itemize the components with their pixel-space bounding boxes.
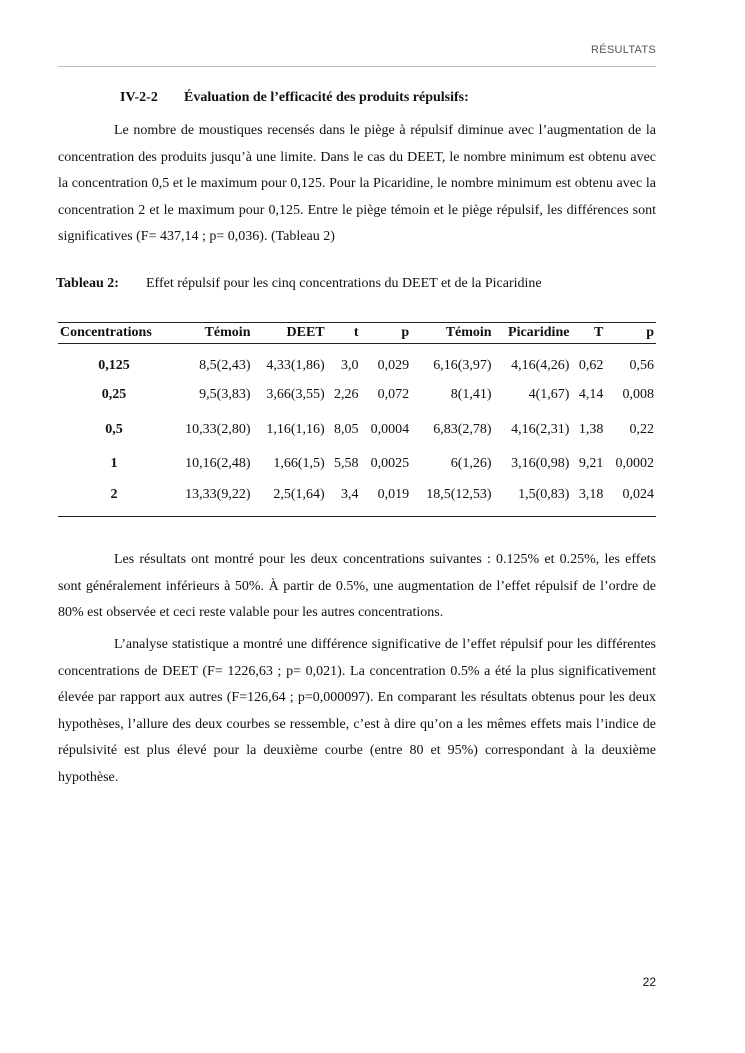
cell-picaridine: 4(1,67) <box>528 387 570 403</box>
table-row <box>58 378 656 413</box>
table-row <box>58 344 656 379</box>
col-header-temoin-picaridine: Témoin <box>411 323 493 344</box>
running-header: RÉSULTATS <box>590 44 656 56</box>
cell-t-deet: 3,4 <box>327 482 361 517</box>
paragraph-3: L’analyse statistique a montré une différence significative de l’effet répulsif pour les différentes concentrations de DEET (F= 1226,63 ; p= 0,021). La concentration 0.5% a été la plus significativement élevée par rapport aux autres (F=126,64 ; p=0,000097). En comparant les résultats obtenus pour les deux hypothèses, l’allure des deux courbes se ressemble, c’est à dire qu’on a les mêmes effets mais l’indice de répulsivité est plus élevé pour la deuxième courbe (entre 80 et 95%) correspondant à la deuxième hypothèse. <box>58 637 656 785</box>
table-row <box>58 413 656 448</box>
col-header-picaridine: Picaridine <box>494 323 572 344</box>
cell-concentration: 2 <box>58 482 170 517</box>
cell-picaridine: 1,5(0,83) <box>494 482 572 517</box>
page-header <box>58 44 656 67</box>
col-header-t-picaridine: T <box>571 323 605 344</box>
cell-p-picaridine: 0,024 <box>605 482 656 517</box>
cell-deet: 1,16(1,16) <box>266 421 325 437</box>
table-caption-label: Tableau 2: <box>56 276 119 291</box>
cell-t-picaridine: 9,21 <box>578 456 604 472</box>
cell-deet: 4,33(1,86) <box>266 358 325 373</box>
cell-t-deet: 3,0 <box>341 358 359 373</box>
cell-temoin-deet: 10,16(2,48) <box>185 456 251 472</box>
cell-p-deet: 0,0025 <box>370 456 410 472</box>
cell-temoin-deet: 9,5(3,83) <box>199 387 251 403</box>
section-heading <box>120 90 469 106</box>
paragraph-2: Les résultats ont montré pour les deux concentrations suivantes : 0.125% et 0.25%, les effets sont généralement inférieurs à 50%. À partir de 0.5%, une augmentation de l’effet répulsif de l’ordre de 80% est observée et ceci reste valable pour les autres concentrations. <box>58 552 656 620</box>
cell-t-picaridine: 1,38 <box>578 421 604 437</box>
table-row <box>58 447 656 482</box>
col-header-deet: DEET <box>252 323 326 344</box>
page-number: 22 <box>642 975 656 989</box>
cell-deet: 2,5(1,64) <box>252 482 326 517</box>
cell-t-deet: 5,58 <box>334 456 359 472</box>
col-header-t-deet: t <box>327 323 361 344</box>
cell-deet: 1,66(1,5) <box>273 456 325 472</box>
cell-temoin-picaridine: 8(1,41) <box>450 387 492 403</box>
table-row <box>58 482 656 517</box>
cell-concentration: 0,125 <box>98 358 130 373</box>
cell-temoin-picaridine: 6,16(3,97) <box>433 358 492 373</box>
cell-temoin-deet: 8,5(2,43) <box>199 358 251 373</box>
paragraph-1: Le nombre de moustiques recensés dans le piège à répulsif diminue avec l’augmentation de la concentration des produits jusqu’à une limite. Dans le cas du DEET, le nombre minimum est obtenu avec la concentration 0,5 et le maximum pour 0,125. Pour la Picaridine, le nombre minimum est obtenu avec la concentration 2 et le maximum pour 0,125. Entre le piège témoin et le piège répulsif, les différences sont significatives (F= 437,14 ; p= 0,036). (Tableau 2) <box>58 123 656 244</box>
cell-p-picaridine: 0,22 <box>629 421 654 437</box>
col-header-p-deet: p <box>361 323 412 344</box>
col-header-temoin-deet: Témoin <box>170 323 252 344</box>
section-title: Évaluation de l’efficacité des produits répulsifs: <box>184 90 469 105</box>
cell-p-picaridine: 0,0002 <box>615 456 654 472</box>
cell-t-picaridine: 0,62 <box>578 358 604 373</box>
col-header-p-picaridine: p <box>605 323 656 344</box>
section-number: IV-2-2 <box>120 90 158 105</box>
table-caption <box>56 276 542 292</box>
cell-t-deet: 2,26 <box>334 387 359 403</box>
cell-concentration: 1 <box>110 456 118 472</box>
cell-p-deet: 0,0004 <box>370 421 410 437</box>
cell-p-picaridine: 0,56 <box>629 358 654 373</box>
table-caption-text: Effet répulsif pour les cinq concentrations du DEET et de la Picaridine <box>146 276 542 291</box>
cell-picaridine: 4,16(2,31) <box>511 421 570 437</box>
cell-deet: 3,66(3,55) <box>266 387 325 403</box>
cell-temoin-deet: 10,33(2,80) <box>185 421 251 437</box>
cell-p-deet: 0,019 <box>361 482 412 517</box>
cell-t-picaridine: 4,14 <box>578 387 604 403</box>
cell-t-picaridine: 3,18 <box>571 482 605 517</box>
cell-temoin-deet: 13,33(9,22) <box>170 482 252 517</box>
cell-picaridine: 3,16(0,98) <box>511 456 570 472</box>
results-table <box>58 322 656 517</box>
cell-concentration: 0,25 <box>101 387 127 403</box>
cell-temoin-picaridine: 18,5(12,53) <box>411 482 493 517</box>
cell-temoin-picaridine: 6(1,26) <box>450 456 492 472</box>
cell-temoin-picaridine: 6,83(2,78) <box>433 421 492 437</box>
cell-p-picaridine: 0,008 <box>622 387 654 403</box>
cell-picaridine: 4,16(4,26) <box>511 358 570 373</box>
cell-p-deet: 0,029 <box>377 358 410 373</box>
cell-t-deet: 8,05 <box>334 421 359 437</box>
cell-p-deet: 0,072 <box>377 387 410 403</box>
table-header-row <box>58 323 656 344</box>
cell-concentration: 0,5 <box>105 421 123 437</box>
col-header-concentrations: Concentrations <box>58 323 170 344</box>
